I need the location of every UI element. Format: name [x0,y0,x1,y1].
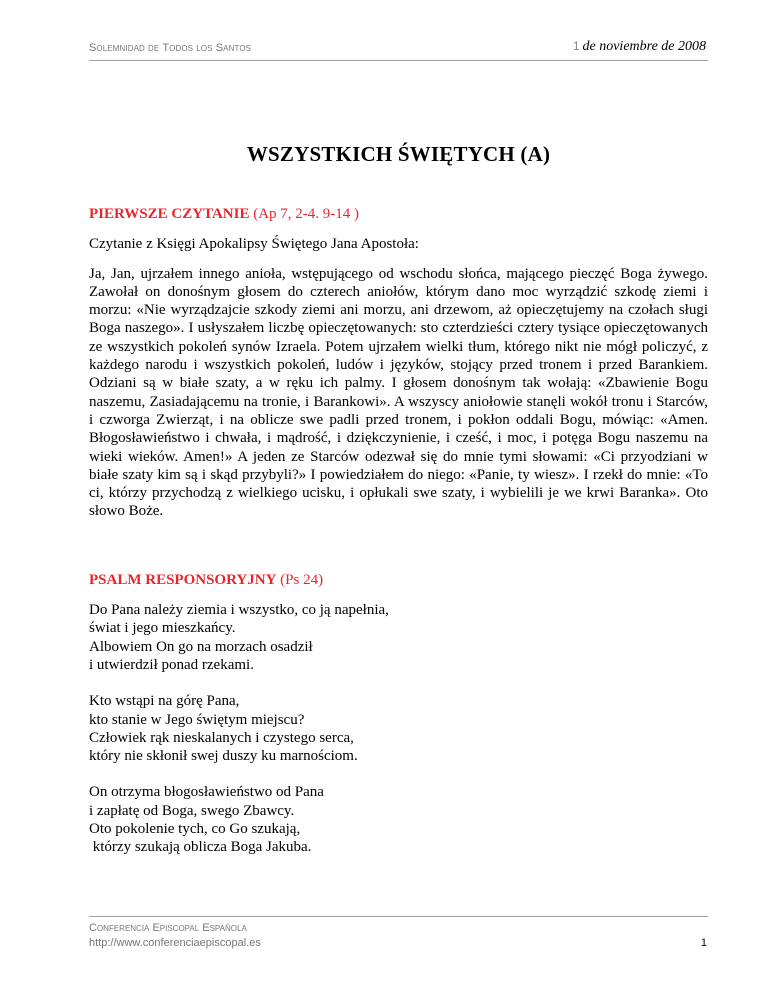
psalm-line: Albowiem On go na morzach osadził [89,638,313,655]
psalm-label: PSALM RESPONSORYJNY [89,571,277,588]
psalm-line: i utwierdził ponad rzekami. [89,656,254,673]
first-reading-heading [89,205,708,223]
header-date-text: de noviembre de 2008 [582,39,706,54]
header-page-number: 1 [572,39,580,53]
psalm-stanza [89,601,708,674]
psalm-heading [89,571,708,589]
first-reading-intro: Czytanie z Księgi Apokalipsy Świętego Jana Apostoła: [89,236,419,253]
psalm-line: Oto pokolenie tych, co Go szukają, [89,821,301,838]
psalm-line: Człowiek rąk nieskalanych i czystego serca, [89,729,354,746]
header-feast-name: Solemnidad de Todos los Santos [89,42,252,54]
psalm-line: świat i jego mieszkańcy. [89,620,236,637]
first-reading-text: Ja, Jan, ujrzałem innego anioła, wstępującego od wschodu słońca, mającego pieczęć Boga żywego. Zawołał on donośnym głosem do czterech aniołów, którym dano moc wyrządzić szkodę ziemi i morzu: «Nie wyrządzajcie szkody ziemi ani morzu, ani drzewom, aż opieczętujemy na czołach sługi Boga naszego». I usłyszałem liczbę opieczętowanych: sto czterdzieści cztery tysiące opieczętowanych ze wszystkich pokoleń synów Izraela. Potem ujrzałem wielki tłum, którego nikt nie mógł policzyć, z każdego narodu i wszystkich pokoleń, ludów i języków, stojący przed tronem i przed Barankiem. Odziani są w białe szaty, a w ręku ich palmy. I głosem donośnym tak wołają: «Zbawienie Bogu naszemu, Zasiadającemu na tronie, i Barankowi». A wszyscy aniołowie stanęli wokół tronu i Starców, i czworga Zwierząt, i na oblicze swe padli przed tronem, i pokłon oddali Bogu, mówiąc: «Amen. Błogosławieństwo i chwała, i mądrość, i dziękczynienie, i cześć, i moc, i potęga Bogu naszemu na wieki wieków. Amen!» A jeden ze Starców odezwał się do mnie tymi słowami: «Ci przyodziani w białe szaty kim są i skąd przybyli?» I powiedziałem do niego: «Panie, ty wiesz». I rzekł do mnie: «To ci, którzy przychodzą z wielkiego ucisku, i opłukali swe szaty, i wybielili je we krwi Baranka». Oto słowo Boże. [89,265,708,520]
psalm-stanza [89,692,708,765]
document-body [89,205,708,875]
footer-organization: Conferencia Episcopal Española [89,922,247,934]
psalm-line: kto stanie w Jego świętym miejscu? [89,711,305,728]
header-date [573,39,706,55]
page-footer [89,916,708,957]
psalm-stanza [89,783,708,856]
psalm-line: i zapłatę od Boga, swego Zbawcy. [89,802,295,819]
page-header [89,38,708,61]
footer-page-number: 1 [700,937,707,949]
page-title: WSZYSTKICH ŚWIĘTYCH (A) [246,142,551,166]
footer-url-link[interactable]: http://www.conferenciaepiscopal.es [89,937,261,949]
psalm-line: Do Pana należy ziemia i wszystko, co ją napełnia, [89,602,389,619]
first-reading-label: PIERWSZE CZYTANIE [89,206,250,222]
psalm-line: którzy szukają oblicza Boga Jakuba. [89,839,312,856]
psalm-reference: (Ps 24) [276,571,324,588]
psalm-line: który nie skłonił swej duszy ku marnościom. [89,748,358,765]
psalm-line: Kto wstąpi na górę Pana, [89,693,240,710]
first-reading-reference: (Ap 7, 2-4. 9-14 ) [249,206,360,222]
psalm-line: On otrzyma błogosławieństwo od Pana [89,784,324,801]
